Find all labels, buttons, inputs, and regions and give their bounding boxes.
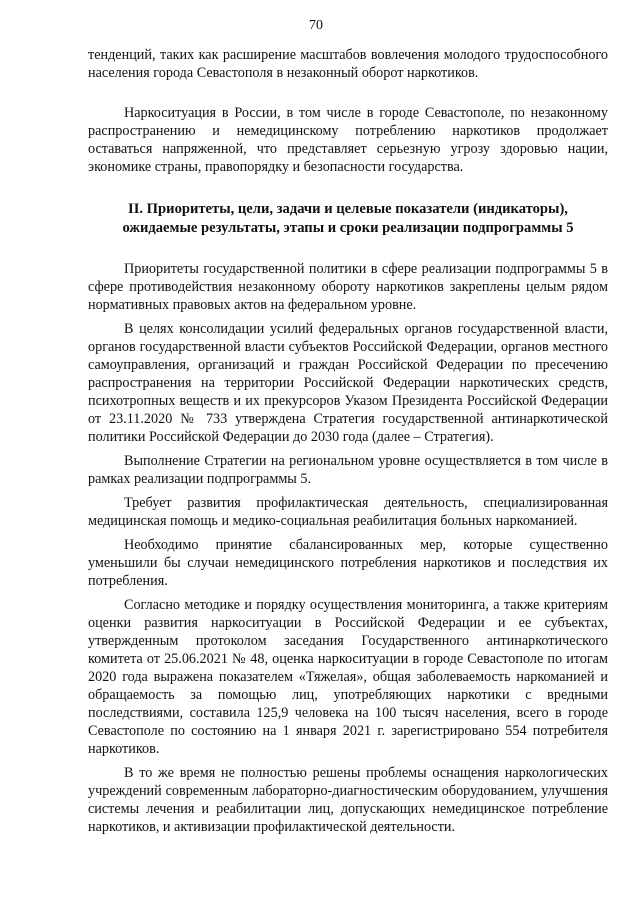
paragraph-strategy-implementation: Выполнение Стратегии на региональном уровне осуществляется в том числе в рамках реализации подпрограммы 5.: [88, 453, 608, 487]
paragraph-monitoring: Согласно методике и порядку осуществления мониторинга, а также критериям оценки развития наркоситуации в Российской Федерации и ее субъектах, утвержденным протоколом заседания Государственного антинаркотического комитета от 25.06.2021 № 48, оценка наркоситуации в городе Севастополе по итогам 2020 года выражена показателем «Тяжелая», общая заболеваемость наркоманией и обращаемость за помощью лиц, употребляющих наркотики с вредными последствиями, составила 125,9 человека на 100 тысяч населения, всего в городе Севастополе по состоянию на 1 января 2021 г. зарегистрировано 554 потребителя наркотиков.: [88, 597, 608, 757]
page-number: 70: [309, 18, 323, 33]
section-heading-line-1: II. Приоритеты, цели, задачи и целевые показатели (индикаторы),: [128, 201, 568, 217]
paragraph-consolidation: В целях консолидации усилий федеральных органов государственной власти, органов государственной власти субъектов Российской Федерации, органов местного самоуправления, организаций и граждан Российской Федерации по пресечению распространения на территории Российской Федерации наркотических средств, психотропных веществ и их прекурсоров Указом Президента Российской Федерации от 23.11.2020 № 733 утверждена Стратегия государственной антинаркотической политики Российской Федерации до 2030 года (далее – Стратегия).: [88, 321, 608, 445]
paragraph-unsolved-problems: В то же время не полностью решены проблемы оснащения наркологических учреждений современным лабораторно-диагностическим оборудованием, улучшения системы лечения и реабилитации лиц, допускающих немедицинское потребление наркотиков, и активизации профилактической деятельности.: [88, 765, 608, 835]
section-heading: [88, 200, 608, 238]
section-heading-line-2: ожидаемые результаты, этапы и сроки реализации подпрограммы 5: [122, 220, 574, 236]
paragraph-continuation: тенденций, таких как расширение масштабов вовлечения молодого трудоспособного населения города Севастополя в незаконный оборот наркотиков.: [88, 47, 608, 81]
paragraph-priorities: Приоритеты государственной политики в сфере реализации подпрограммы 5 в сфере противодействия незаконному обороту наркотиков закреплены целым рядом нормативных правовых актов на федеральном уровне.: [88, 261, 608, 313]
paragraph-prevention-needs: Требует развития профилактическая деятельность, специализированная медицинская помощь и медико-социальная реабилитация больных наркоманией.: [88, 495, 608, 529]
paragraph-drug-situation: Наркоситуация в России, в том числе в городе Севастополе, по незаконному распространению и немедицинскому потреблению наркотиков продолжает оставаться напряженной, что представляет серьезную угрозу здоровью нации, экономике страны, правопорядку и безопасности государства.: [88, 105, 608, 175]
paragraph-balanced-measures: Необходимо принятие сбалансированных мер, которые существенно уменьшили бы случаи немедицинского потребления наркотиков и последствия их потребления.: [88, 537, 608, 589]
page-content: [88, 46, 608, 836]
